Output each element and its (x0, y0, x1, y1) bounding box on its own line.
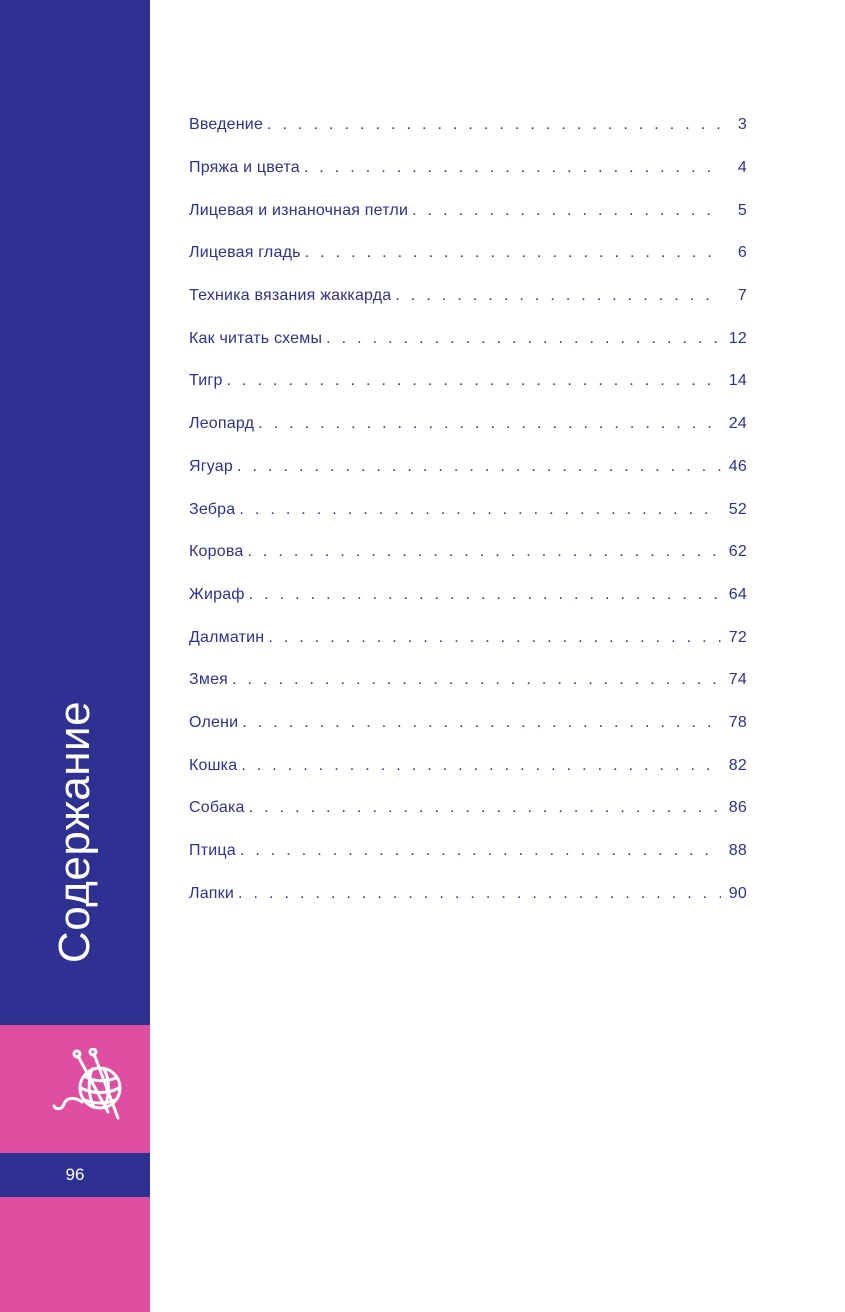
toc-entry-title: Кошка (189, 756, 238, 774)
toc-entry-title: Собака (189, 799, 245, 817)
toc-leader-dots (412, 202, 721, 220)
toc-entry[interactable] (189, 787, 747, 830)
toc-entry-page: 86 (728, 799, 747, 817)
section-title: Содержание (50, 700, 99, 964)
toc-leader-dots (268, 629, 721, 647)
toc-entry-title: Леопард (189, 415, 255, 433)
toc-entry[interactable] (189, 574, 747, 617)
toc-entry-title: Жираф (189, 585, 245, 603)
toc-entry-title: Лицевая и изнаночная петли (189, 201, 409, 219)
toc-entry[interactable] (189, 147, 747, 190)
toc-leader-dots (240, 842, 721, 860)
toc-leader-dots (227, 372, 721, 390)
toc-entry-page: 6 (737, 244, 747, 262)
toc-entry-title: Введение (189, 116, 264, 134)
toc-entry-page: 24 (728, 415, 747, 433)
toc-entry[interactable] (189, 360, 747, 403)
toc-entry[interactable] (189, 275, 747, 318)
toc-entry-page: 78 (728, 713, 747, 731)
toc-entry-title: Корова (189, 543, 244, 561)
page-number: 96 (65, 1165, 85, 1184)
toc-entry-page: 5 (737, 201, 747, 219)
toc-entry-title: Тигр (189, 372, 223, 390)
toc-entry-title: Далматин (189, 628, 265, 646)
toc-leader-dots (267, 116, 721, 134)
toc-entry-title: Птица (189, 842, 236, 860)
toc-leader-dots (249, 586, 721, 604)
toc-entry[interactable] (189, 317, 747, 360)
toc-entry[interactable] (189, 659, 747, 702)
toc-entry[interactable] (189, 446, 747, 489)
toc-entry-page: 3 (737, 116, 747, 134)
yarn-ball-needles-icon (52, 1048, 132, 1124)
toc-entry-page: 90 (728, 884, 747, 902)
toc-entry-page: 74 (728, 671, 747, 689)
toc-entry[interactable] (189, 616, 747, 659)
table-of-contents (189, 104, 747, 915)
toc-entry-title: Змея (189, 671, 229, 689)
toc-entry-page: 52 (728, 500, 747, 518)
toc-leader-dots (395, 287, 721, 305)
toc-entry-page: 7 (737, 287, 747, 305)
toc-entry-title: Зебра (189, 500, 236, 518)
toc-entry-page: 12 (728, 329, 747, 347)
toc-entry-page: 62 (728, 543, 747, 561)
toc-entry[interactable] (189, 189, 747, 232)
toc-entry-title: Техника вязания жаккарда (189, 287, 392, 305)
toc-entry-page: 82 (728, 756, 747, 774)
toc-entry[interactable] (189, 104, 747, 147)
toc-entry[interactable] (189, 830, 747, 873)
toc-entry[interactable] (189, 488, 747, 531)
toc-entry-page: 88 (728, 842, 747, 860)
toc-entry-title: Лапки (189, 884, 234, 902)
toc-entry-title: Лицевая гладь (189, 244, 301, 262)
toc-entry[interactable] (189, 872, 747, 915)
toc-entry[interactable] (189, 531, 747, 574)
toc-leader-dots (304, 159, 721, 177)
toc-entry[interactable] (189, 744, 747, 787)
toc-leader-dots (247, 543, 721, 561)
toc-entry[interactable] (189, 702, 747, 745)
toc-entry-page: 72 (728, 628, 747, 646)
toc-leader-dots (258, 415, 721, 433)
toc-leader-dots (237, 458, 721, 476)
toc-leader-dots (326, 330, 721, 348)
sidebar-pink-band-bottom (0, 1197, 150, 1312)
toc-entry-page: 46 (728, 457, 747, 475)
toc-leader-dots (241, 757, 721, 775)
toc-leader-dots (239, 501, 721, 519)
toc-leader-dots (232, 671, 721, 689)
toc-entry[interactable] (189, 403, 747, 446)
toc-entry-page: 4 (737, 159, 747, 177)
toc-leader-dots (238, 885, 721, 903)
sidebar (0, 0, 150, 1312)
toc-entry-title: Ягуар (189, 457, 234, 475)
toc-entry[interactable] (189, 232, 747, 275)
toc-entry-title: Пряжа и цвета (189, 159, 300, 177)
toc-entry-title: Олени (189, 713, 239, 731)
toc-leader-dots (242, 714, 721, 732)
toc-entry-title: Как читать схемы (189, 329, 323, 347)
toc-leader-dots (249, 799, 721, 817)
toc-entry-page: 14 (728, 372, 747, 390)
toc-leader-dots (305, 244, 721, 262)
toc-entry-page: 64 (728, 585, 747, 603)
